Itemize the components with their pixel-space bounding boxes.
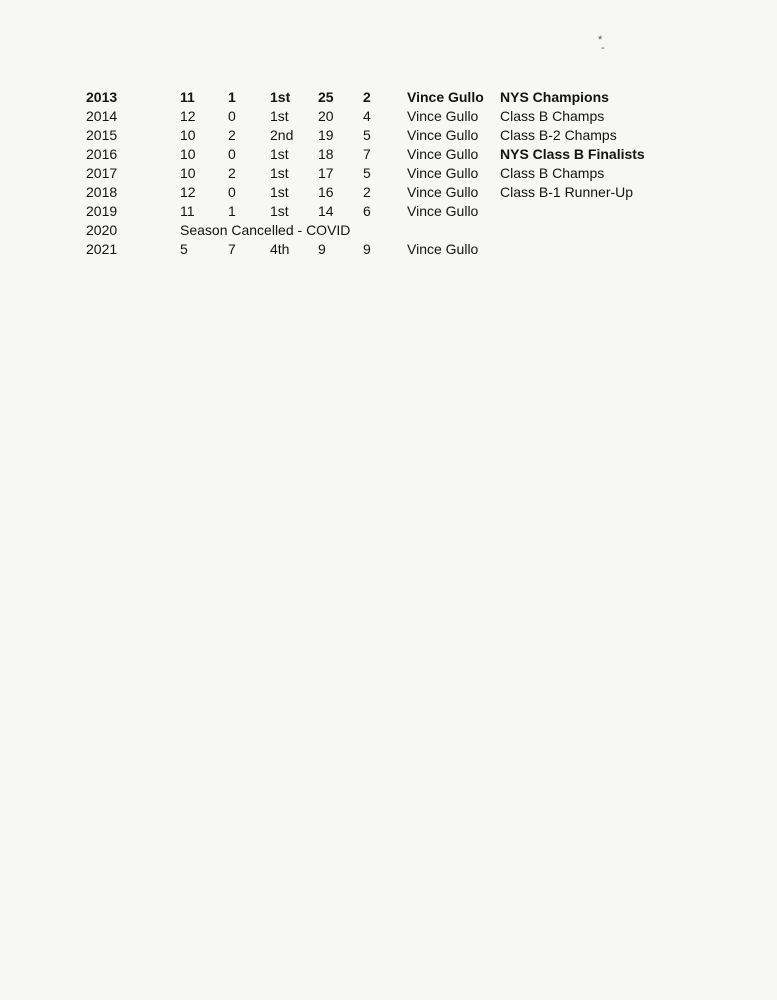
wins-cell: 5 bbox=[180, 241, 188, 257]
note-cell: NYS Class B Finalists bbox=[500, 146, 645, 162]
points-for-cell: 16 bbox=[318, 184, 334, 200]
place-cell: 1st bbox=[270, 184, 289, 200]
points-for-cell: 14 bbox=[318, 203, 334, 219]
table-row bbox=[86, 126, 670, 145]
wins-cell: 11 bbox=[180, 203, 195, 219]
points-for-cell: 19 bbox=[318, 127, 334, 143]
wins-cell: 12 bbox=[180, 108, 196, 124]
coach-cell: Vince Gullo bbox=[407, 108, 479, 124]
cancelled-note: Season Cancelled - COVID bbox=[180, 222, 351, 238]
wins-cell: 12 bbox=[180, 184, 196, 200]
note-cell bbox=[500, 202, 670, 221]
points-for-cell: 18 bbox=[318, 146, 334, 162]
table-row bbox=[86, 221, 670, 240]
coach-cell: Vince Gullo bbox=[407, 184, 479, 200]
losses-cell: 0 bbox=[228, 184, 236, 200]
year-cell: 2015 bbox=[86, 127, 118, 143]
season-results-table bbox=[86, 88, 670, 259]
points-against-cell: 4 bbox=[363, 108, 371, 124]
stray-mark: * bbox=[598, 34, 603, 46]
losses-cell: 0 bbox=[228, 146, 236, 162]
points-against-cell: 2 bbox=[363, 184, 371, 200]
losses-cell: 2 bbox=[228, 127, 236, 143]
coach-cell: Vince Gullo bbox=[407, 241, 479, 257]
stray-mark: - bbox=[601, 42, 605, 54]
table-row bbox=[86, 202, 670, 221]
table-row bbox=[86, 107, 670, 126]
note-cell: NYS Champions bbox=[500, 89, 609, 105]
wins-cell: 10 bbox=[180, 146, 196, 162]
table-row bbox=[86, 240, 670, 259]
points-against-cell: 7 bbox=[363, 146, 371, 162]
losses-cell: 1 bbox=[228, 203, 236, 219]
place-cell: 1st bbox=[270, 203, 289, 219]
points-against-cell: 9 bbox=[363, 241, 371, 257]
coach-cell: Vince Gullo bbox=[407, 146, 479, 162]
table-row bbox=[86, 164, 670, 183]
year-cell: 2014 bbox=[86, 108, 118, 124]
losses-cell: 2 bbox=[228, 165, 236, 181]
note-cell: Class B Champs bbox=[500, 108, 605, 124]
losses-cell: 1 bbox=[228, 89, 236, 105]
table-row bbox=[86, 183, 670, 202]
year-cell: 2021 bbox=[86, 241, 118, 257]
wins-cell: 10 bbox=[180, 165, 196, 181]
points-for-cell: 17 bbox=[318, 165, 334, 181]
year-cell: 2016 bbox=[86, 146, 118, 162]
place-cell: 1st bbox=[270, 165, 289, 181]
points-against-cell: 6 bbox=[363, 203, 371, 219]
points-against-cell: 5 bbox=[363, 165, 371, 181]
place-cell: 4th bbox=[270, 241, 290, 257]
note-cell: Class B Champs bbox=[500, 165, 605, 181]
place-cell: 1st bbox=[270, 89, 291, 105]
coach-cell: Vince Gullo bbox=[407, 127, 479, 143]
points-for-cell: 9 bbox=[318, 241, 326, 257]
year-cell: 2013 bbox=[86, 89, 118, 105]
wins-cell: 10 bbox=[180, 127, 196, 143]
note-cell: Class B-2 Champs bbox=[500, 127, 617, 143]
place-cell: 2nd bbox=[270, 127, 294, 143]
points-for-cell: 20 bbox=[318, 108, 334, 124]
year-cell: 2017 bbox=[86, 165, 118, 181]
coach-cell: Vince Gullo bbox=[407, 165, 479, 181]
year-cell: 2019 bbox=[86, 203, 118, 219]
coach-cell: Vince Gullo bbox=[407, 89, 484, 105]
losses-cell: 7 bbox=[228, 241, 236, 257]
place-cell: 1st bbox=[270, 146, 289, 162]
note-cell bbox=[500, 240, 670, 259]
note-cell: Class B-1 Runner-Up bbox=[500, 184, 634, 200]
coach-cell: Vince Gullo bbox=[407, 203, 479, 219]
place-cell: 1st bbox=[270, 108, 289, 124]
points-against-cell: 2 bbox=[363, 89, 371, 105]
year-cell: 2020 bbox=[86, 222, 118, 238]
year-cell: 2018 bbox=[86, 184, 118, 200]
wins-cell: 11 bbox=[180, 89, 195, 105]
points-for-cell: 25 bbox=[318, 89, 334, 105]
losses-cell: 0 bbox=[228, 108, 236, 124]
points-against-cell: 5 bbox=[363, 127, 371, 143]
table-row bbox=[86, 88, 670, 107]
table-row bbox=[86, 145, 670, 164]
